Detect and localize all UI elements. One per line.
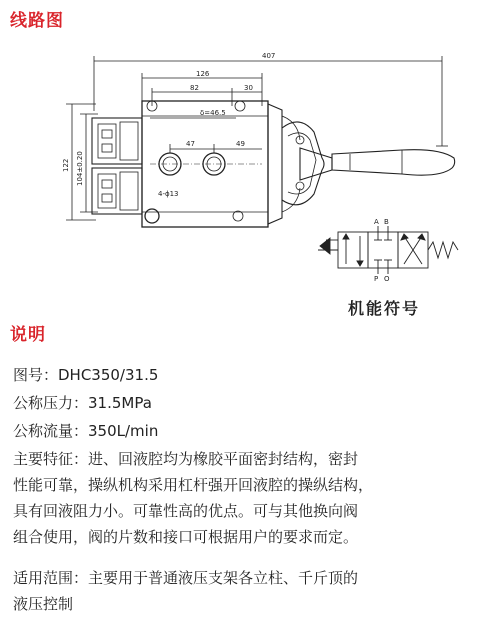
symbol-caption: 机能符号	[348, 299, 421, 318]
dim-104: 104±0.20	[76, 151, 84, 186]
scope-paragraph	[13, 565, 473, 617]
port-O: O	[384, 275, 390, 283]
dim-82: 82	[190, 84, 199, 92]
features-line: 性能可靠，操纵机构采用杠杆强开回液腔的操纵结构，	[13, 476, 374, 494]
dim-126: 126	[196, 70, 210, 78]
port-A: A	[374, 218, 379, 226]
model-number: 图号：DHC350/31.5	[13, 366, 159, 384]
features-line: 组合使用，阀的片数和接口可根据用户的要求而定。	[13, 528, 359, 546]
dim-49: 49	[236, 140, 245, 148]
nominal-pressure: 公称压力：31.5MPa	[13, 394, 152, 412]
scope-line: 适用范围：主要用于普通液压支架各立柱、千斤顶的	[13, 569, 359, 587]
dim-122: 122	[62, 158, 70, 172]
explain-section-title: 说明	[10, 325, 46, 345]
nominal-flow: 公称流量：350L/min	[13, 422, 159, 440]
dim-47: 47	[186, 140, 195, 148]
dim-holes: 4-ϕ13	[158, 190, 179, 198]
dim-depth: δ=46.5	[200, 109, 226, 117]
function-symbol	[318, 226, 458, 274]
features-line: 具有回液阻力小。可靠性高的优点。可与其他换向阀	[13, 502, 359, 520]
features-paragraph	[13, 446, 473, 550]
dim-407: 407	[262, 52, 276, 60]
diagram-section-title: 线路图	[10, 11, 64, 31]
scope-line: 液压控制	[13, 595, 74, 613]
features-line: 主要特征：进、回液腔均为橡胶平面密封结构，密封	[13, 450, 359, 468]
valve-drawing	[0, 36, 482, 296]
port-B: B	[384, 218, 389, 226]
dim-30: 30	[244, 84, 253, 92]
port-P: P	[374, 275, 379, 283]
